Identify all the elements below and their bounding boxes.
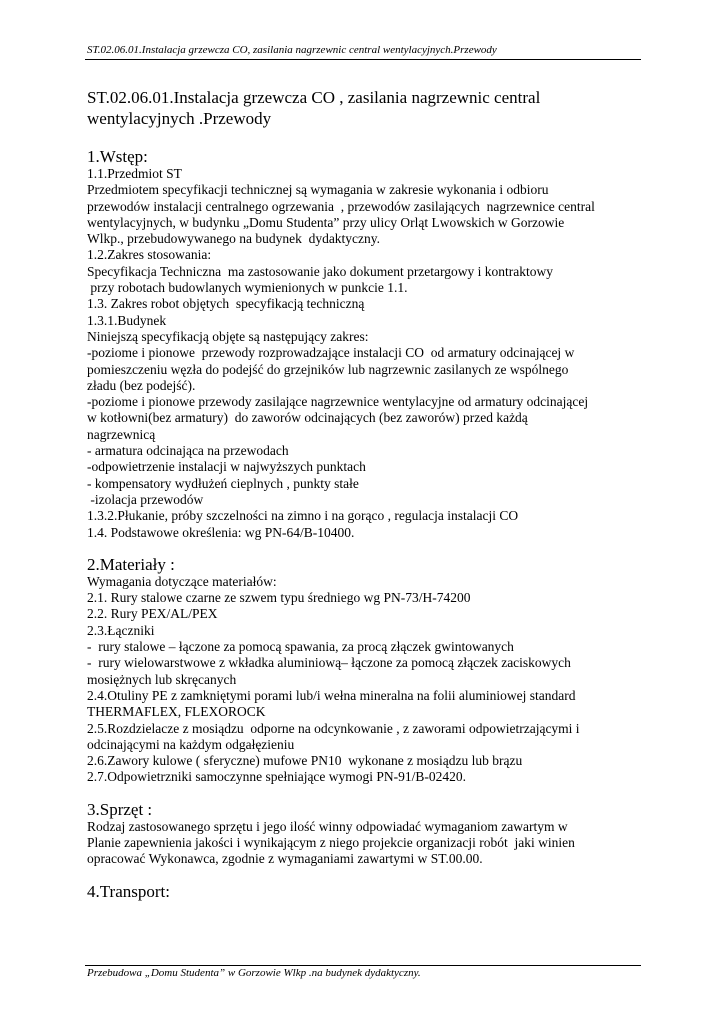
body-line: Specyfikacja Techniczna ma zastosowanie jako dokument przetargowy i kontraktowy [87,263,554,279]
body-line: THERMAFLEX, FLEXOROCK [87,704,266,720]
section [87,147,639,541]
body-line: 1.3. Zakres robot objętych specyfikacją techniczną [87,296,365,312]
body-line: -izolacja przewodów [87,491,204,507]
body-line: 1.3.1.Budynek [87,312,167,328]
body-line: 2.2. Rury PEX/AL/PEX [87,606,218,622]
body-line: Wlkp., przebudowywanego na budynek dydaktyczny. [87,231,381,247]
body-line: wentylacyjnych, w budynku „Domu Studenta” przy ulicy Orląt Lwowskich w Gorzowie [87,214,565,230]
body-line: Planie zapewnienia jakości i wynikającym z niego projekcie organizacji robót jaki winien [87,834,575,850]
body-line: odcinającymi na każdym odgałęzieniu [87,736,295,752]
document-title [87,87,639,129]
body-line: 2.5.Rozdzielacze z mosiądzu odporne na odcynkowanie , z zaworami odpowietrzającymi i [87,720,580,736]
document-title-line: wentylacyjnych .Przewody [87,109,272,128]
footer-divider [85,965,641,966]
section-heading: 1.Wstęp: [87,147,148,166]
body-line: mosiężnych lub skręcanych [87,671,237,687]
section-heading: 3.Sprzęt : [87,799,153,819]
body-line: 2.1. Rury stalowe czarne ze szwem typu średniego wg PN-73/H-74200 [87,590,471,606]
body-line: 1.2.Zakres stosowania: [87,247,212,263]
running-header: ST.02.06.01.Instalacja grzewcza CO, zasilania nagrzewnic central wentylacyjnych.Przewody [87,44,497,56]
body-line: nagrzewnicą [87,426,156,442]
body-line: w kotłowni(bez armatury) do zaworów odcinających (bez zaworów) przed każdą [87,410,528,426]
section-heading: 4.Transport: [87,881,170,901]
body-line: -odpowietrzenie instalacji w najwyższych punktach [87,459,366,475]
body-line: Rodzaj zastosowanego sprzętu i jego ilość winny odpowiadać wymaganiom zawartym w [87,818,568,834]
body-line: 1.1.Przedmiot ST [87,166,182,181]
body-line: - rury stalowe – łączone za pomocą spawania, za procą złączek gwintowanych [87,639,514,655]
body-line: -poziome i pionowe przewody zasilające nagrzewnice wentylacyjne od armatury odcinającej [87,394,589,410]
sections-container [87,147,639,901]
body-line: Wymagania dotyczące materiałów: [87,573,277,589]
section [87,800,639,868]
document-title-line: ST.02.06.01.Instalacja grzewcza CO , zasilania nagrzewnic central [87,88,541,107]
body-line: pomieszczeniu węzła do podejść do grzejników lub nagrzewnic zasilanych ze wspólnego [87,361,569,377]
body-line: przewodów instalacji centralnego ogrzewania , przewodów zasilających nagrzewnice central [87,198,595,214]
body-line: 2.7.Odpowietrzniki samoczynne spełniające wymogi PN-91/B-02420. [87,769,467,785]
header-divider [85,59,641,60]
body-line: 1.3.2.Płukanie, próby szczelności na zimno i na gorąco , regulacja instalacji CO [87,508,519,524]
body-line: Przedmiotem specyfikacji technicznej są wymagania w zakresie wykonania i odbioru [87,182,549,198]
document-body [87,87,639,915]
body-line: Niniejszą specyfikacją objęte są następujący zakres: [87,328,369,344]
body-line: 1.4. Podstawowe określenia: wg PN-64/B-10400. [87,524,355,540]
body-line: 2.6.Zawory kulowe ( sferyczne) mufowe PN10 wykonane z mosiądzu lub brązu [87,753,523,769]
body-line: - kompensatory wydłużeń cieplnych , punkty stałe [87,475,359,491]
section [87,555,639,786]
section [87,882,639,901]
body-line: -poziome i pionowe przewody rozprowadzające instalacji CO od armatury odcinającej w [87,345,575,361]
section-heading: 2.Materiały : [87,554,175,574]
body-line: - rury wielowarstwowe z wkładka aluminiową– łączone za pomocą złączek zaciskowych [87,655,571,671]
body-line: - armatura odcinająca na przewodach [87,443,289,459]
body-line: zładu (bez podejść). [87,377,196,393]
body-line: opracować Wykonawca, zgodnie z wymaganiami zawartymi w ST.00.00. [87,851,483,867]
running-footer: Przebudowa „Domu Studenta” w Gorzowie Wlkp .na budynek dydaktyczny. [87,967,421,979]
body-line: przy robotach budowlanych wymienionych w punkcie 1.1. [87,280,408,296]
body-line: 2.3.Łączniki [87,622,155,638]
body-line: 2.4.Otuliny PE z zamkniętymi porami lub/i wełna mineralna na folii aluminiowej standard [87,687,576,703]
